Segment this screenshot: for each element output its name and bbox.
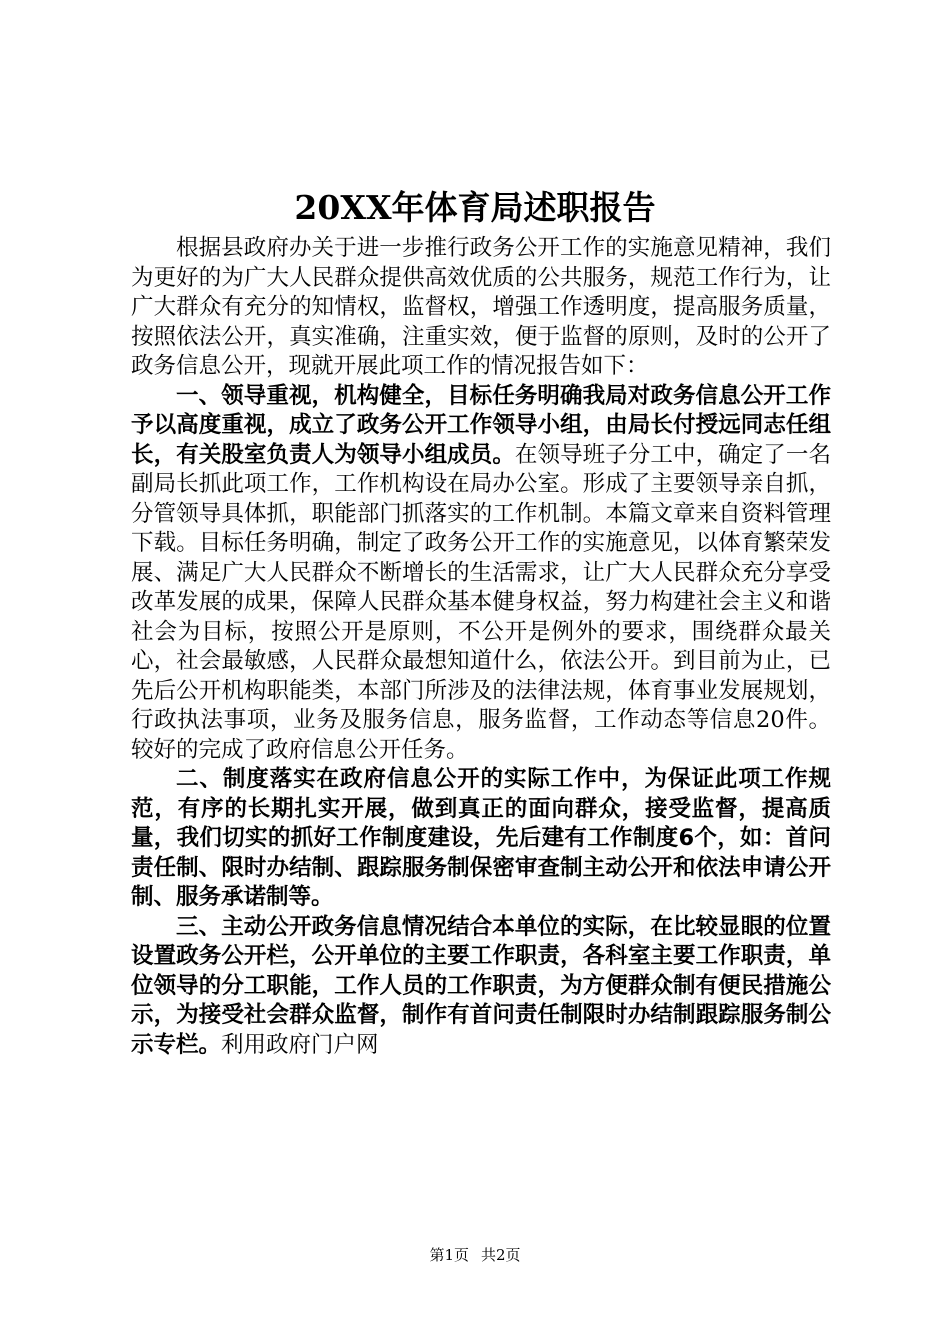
page-number: 第1页 (429, 1246, 469, 1264)
section-1-body: 在领导班子分工中，确定了一名副局长抓此项工作，工作机构设在局办公室。形成了主要领导亲自抓，分管领导具体抓，职能部门抓落实的工作机制。本篇文章来自资料管理下载。目标任务明确，制定了政务公开工作的实施意见，以体育繁荣发展、满足广大人民群众不断增长的生活需求，让广大人民群众充分享受改革发展的成果，保障人民群众基本健身权益，努力构建社会主义和谐社会为目标，按照公开是原则，不公开是例外的要求，围绕群众最关心，社会最敏感，人民群众最想知道什么，依法公开。到目前为止，已先后公开机构职能类，本部门所涉及的法律法规，体育事业发展规划，行政执法事项，业务及服务信息，服务监督，工作动态等信息20件。较好的完成了政府信息公开任务。 (131, 441, 831, 763)
section-3-paragraph (131, 913, 831, 1061)
section-3-lead: 三、主动公开政务信息情况结合本单位的实际，在比较显眼的位置设置政务公开栏，公开单位的主要工作职责，各科室主要工作职责，单位领导的分工职能，工作人员的工作职责，为方便群众制有便民措施公示，为接受社会群众监督，制作有首问责任制限时办结制跟踪服务制公示专栏。 (131, 913, 831, 1058)
section-2-paragraph: 二、制度落实在政府信息公开的实际工作中，为保证此项工作规范，有序的长期扎实开展，做到真正的面向群众，接受监督，提高质量，我们切实的抓好工作制度建设，先后建有工作制度6个，如：首问责任制、限时办结制、跟踪服务制保密审查制主动公开和依法申请公开制、服务承诺制等。 (131, 766, 831, 910)
document-body (131, 234, 831, 1060)
page-total: 共2页 (481, 1246, 521, 1264)
intro-paragraph: 根据县政府办关于进一步推行政务公开工作的实施意见精神，我们为更好的为广大人民群众提供高效优质的公共服务，规范工作行为，让广大群众有充分的知情权，监督权，增强工作透明度，提高服务质量，按照依法公开，真实准确，注重实效，便于监督的原则，及时的公开了政务信息公开，现就开展此项工作的情况报告如下： (131, 235, 831, 379)
section-1-lead: 一、领导重视，机构健全，目标任务明确我局对政务信息公开工作予以高度重视，成立了政务公开工作领导小组，由局长付授远同志任组长，有关股室负责人为领导小组成员。 (131, 382, 831, 468)
section-1-paragraph (131, 382, 831, 766)
page-footer (0, 1244, 950, 1265)
document-title: 20XX年体育局述职报告 (294, 188, 656, 227)
section-3-body: 利用政府门户网 (221, 1031, 379, 1058)
